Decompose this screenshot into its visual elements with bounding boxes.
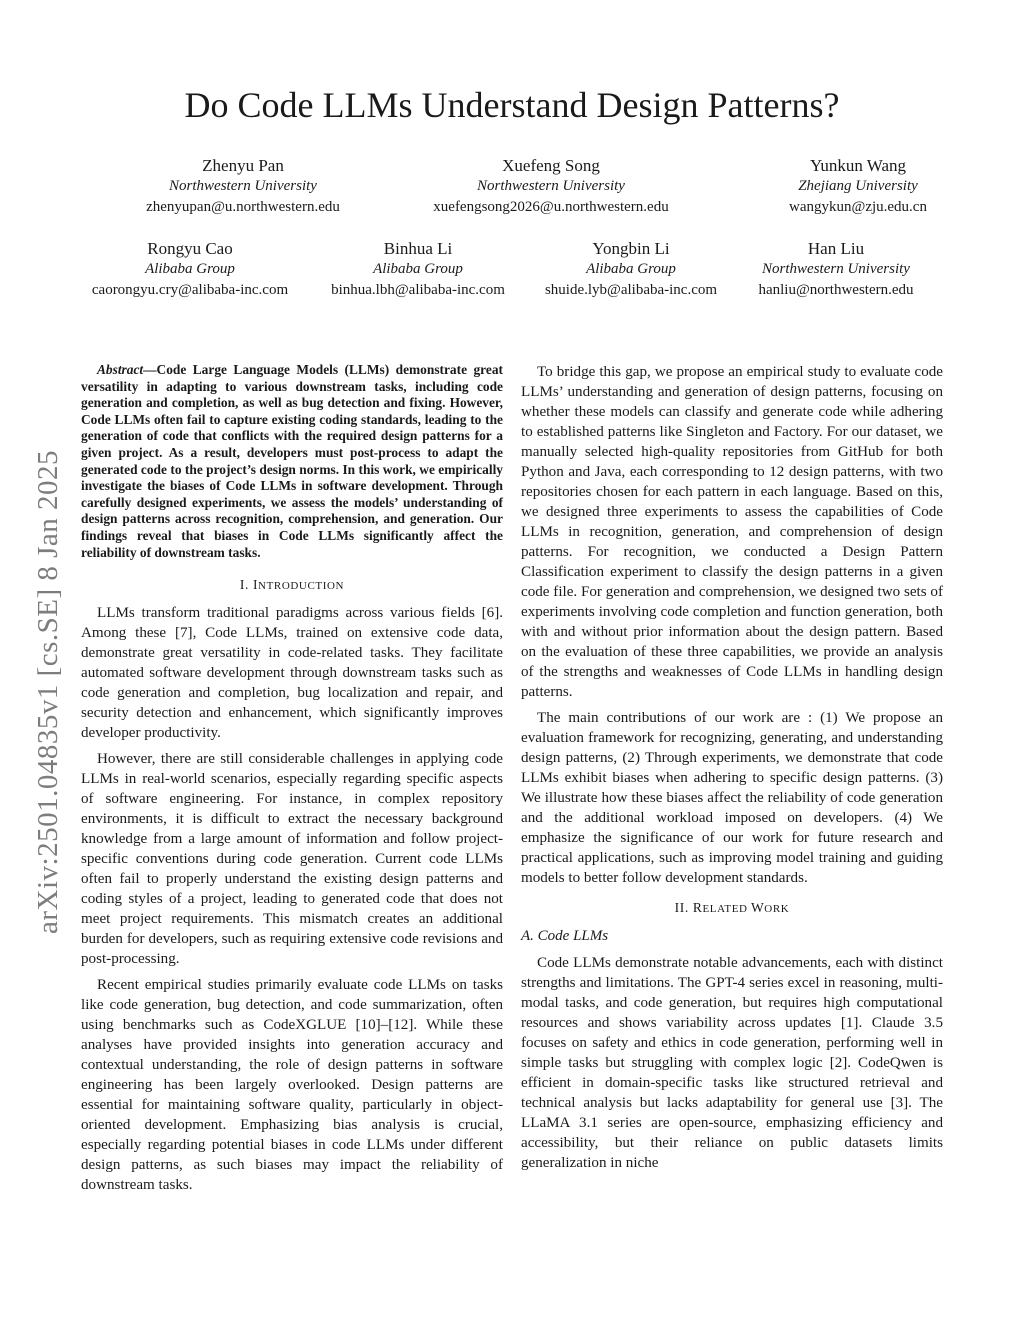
author-affiliation: Northwestern University [169,178,317,194]
author-affiliation: Northwestern University [762,261,910,277]
author-block-1 [118,155,368,218]
right-column [521,362,943,1179]
author-name: Rongyu Cao [147,239,233,258]
section-heading-rest: NTRODUCTION [258,580,345,593]
section-heading-initial: W [750,900,765,915]
author-name: Binhua Li [383,239,453,258]
paper-title: Do Code LLMs Understand Design Patterns? [184,85,840,125]
author-email: xuefengsong2026@u.northwestern.edu [433,199,669,215]
left-column [81,362,503,1201]
author-name: Zhenyu Pan [202,156,284,175]
author-block-5 [312,238,524,301]
author-block-6 [528,238,734,301]
author-name: Xuefeng Song [502,156,600,175]
section-heading-rest: ELATED [702,903,751,915]
abstract-label: Abstract [97,362,144,377]
section-heading-introduction [81,575,503,596]
section-numeral: II. [674,900,693,915]
author-affiliation: Zhejiang University [798,178,918,194]
paragraph: However, there are still considerable challenges in applying code LLMs in real-world scenarios, especially regarding specific aspects of software engineering. For instance, in complex repository environments, it is difficult to extract the necessary background knowledge from a large amount of information and follow project-specific conventions during code generation. Current code LLMs often fail to properly understand the existing design patterns and coding styles of a project, leading to generated code that does not meet project requirements. This mismatch creates an additional burden for developers, such as requiring extensive code revisions and post-processing. [81,751,503,968]
author-name: Yongbin Li [592,239,670,258]
author-block-3 [748,155,968,218]
section-heading-initial: R [692,900,703,915]
author-block-7 [738,238,934,301]
section-heading-related-work [521,898,943,919]
section-numeral: I. [239,577,253,593]
paragraph: The main contributions of our work are : (1) We propose an evaluation framework for recognizing, generating, and understanding design patterns, (2) Through experiments, we demonstrate that code LLMs exhibit biases when adhering to specific design patterns. (3) We illustrate how these biases affect the reliability of code generation and the additional workload imposed on developers. (4) We emphasize the significance of our work for future research and practical applications, such as improving model training and guiding models to better follow development standards. [521,710,943,886]
author-affiliation: Alibaba Group [145,261,235,277]
author-block-2 [396,155,706,218]
abstract [81,362,503,561]
author-email: binhua.lbh@alibaba-inc.com [331,282,505,298]
section-heading-initial: I [252,577,259,593]
author-email: zhenyupan@u.northwestern.edu [146,199,340,215]
author-name: Yunkun Wang [809,156,907,175]
paragraph: LLMs transform traditional paradigms across various fields [6]. Among these [7], Code LLMs, trained on extensive code data, demonstrate great versatility in code-related tasks. They facilitate automated software development through downstream tasks such as code generation and completion, bug localization and repair, and security detection and enhancement, which significantly improves developer productivity. [81,605,503,742]
author-affiliation: Alibaba Group [373,261,463,277]
author-name: Han Liu [807,239,865,258]
arxiv-identifier: arXiv:2501.04835v1 [cs.SE] 8 Jan 2025 [32,449,64,934]
author-email: caorongyu.cry@alibaba-inc.com [91,282,289,298]
author-email: hanliu@northwestern.edu [758,282,914,298]
subsection-heading-code-llms: A. Code LLMs [521,928,609,944]
paragraph: To bridge this gap, we propose an empirical study to evaluate code LLMs’ understanding and generation of design patterns, focusing on whether these models can classify and generate code while adhering to established patterns like Singleton and Factory. For our dataset, we manually selected high-quality repositories from GitHub for both Python and Java, each corresponding to 12 design patterns, with two repositories chosen for each pattern in each language. Based on this, we designed three experiments to assess the capabilities of Code LLMs in recognition, generation, and comprehension of design patterns. For recognition, we conducted a Design Pattern Classification experiment to classify the design patterns in a given code file. For generation and comprehension, we designed two sets of experiments involving code completion and function generation, both with and without prior information about the design pattern. Based on the evaluation of these three capabilities, we provide an analysis of the strengths and weaknesses of Code LLMs in handling design patterns. [521,364,943,700]
paragraph: Recent empirical studies primarily evaluate code LLMs on tasks like code generation, bug detection, and code summarization, often using benchmarks such as CodeXGLUE [10]–[12]. While these analyses have provided insights into generation accuracy and contextual understanding, the role of design patterns in software engineering has been largely overlooked. Design patterns are essential for maintaining software quality, particularly in object-oriented development. Emphasizing bias analysis is crucial, especially regarding potential biases in code LLMs under different design patterns, as such biases may impact the reliability of downstream tasks. [81,977,503,1194]
author-email: wangykun@zju.edu.cn [789,199,927,215]
author-affiliation: Alibaba Group [586,261,676,277]
abstract-text: —Code Large Language Models (LLMs) demonstrate great versatility in adapting to various downstream tasks, including code generation and completion, as well as bug detection and fixing. However, Code LLMs often fail to capture existing coding standards, leading to the generation of code that conflicts with the required design patterns for a given project. As a result, developers must post-process to adapt the generated code to the project’s design norms. In this work, we empirically investigate the biases of Code LLMs in software development. Through carefully designed experiments, we assess the models’ understanding of design patterns across recognition, comprehension, and generation. Our findings reveal that biases in Code LLMs significantly affect the reliability of downstream tasks. [81,362,503,560]
paragraph: Code LLMs demonstrate notable advancements, each with distinct strengths and limitations. The GPT-4 series excel in reasoning, multi-modal tasks, and code generation, but requires high computational resources and shows variability across updates [1]. Claude 3.5 focuses on safety and ethics in code generation, performing well in simple tasks but struggling with complex logic [2]. CodeQwen is efficient in domain-specific tasks like structured retrieval and technical analysis but lacks adaptability for general use [3]. The LLaMA 3.1 series are open-source, emphasizing efficiency and accessibility, but their reliance on public datasets limits generalization in niche [521,955,943,1171]
author-email: shuide.lyb@alibaba-inc.com [544,282,718,298]
section-heading-rest: ORK [764,903,790,915]
author-block-4 [72,238,308,301]
author-affiliation: Northwestern University [477,178,625,194]
